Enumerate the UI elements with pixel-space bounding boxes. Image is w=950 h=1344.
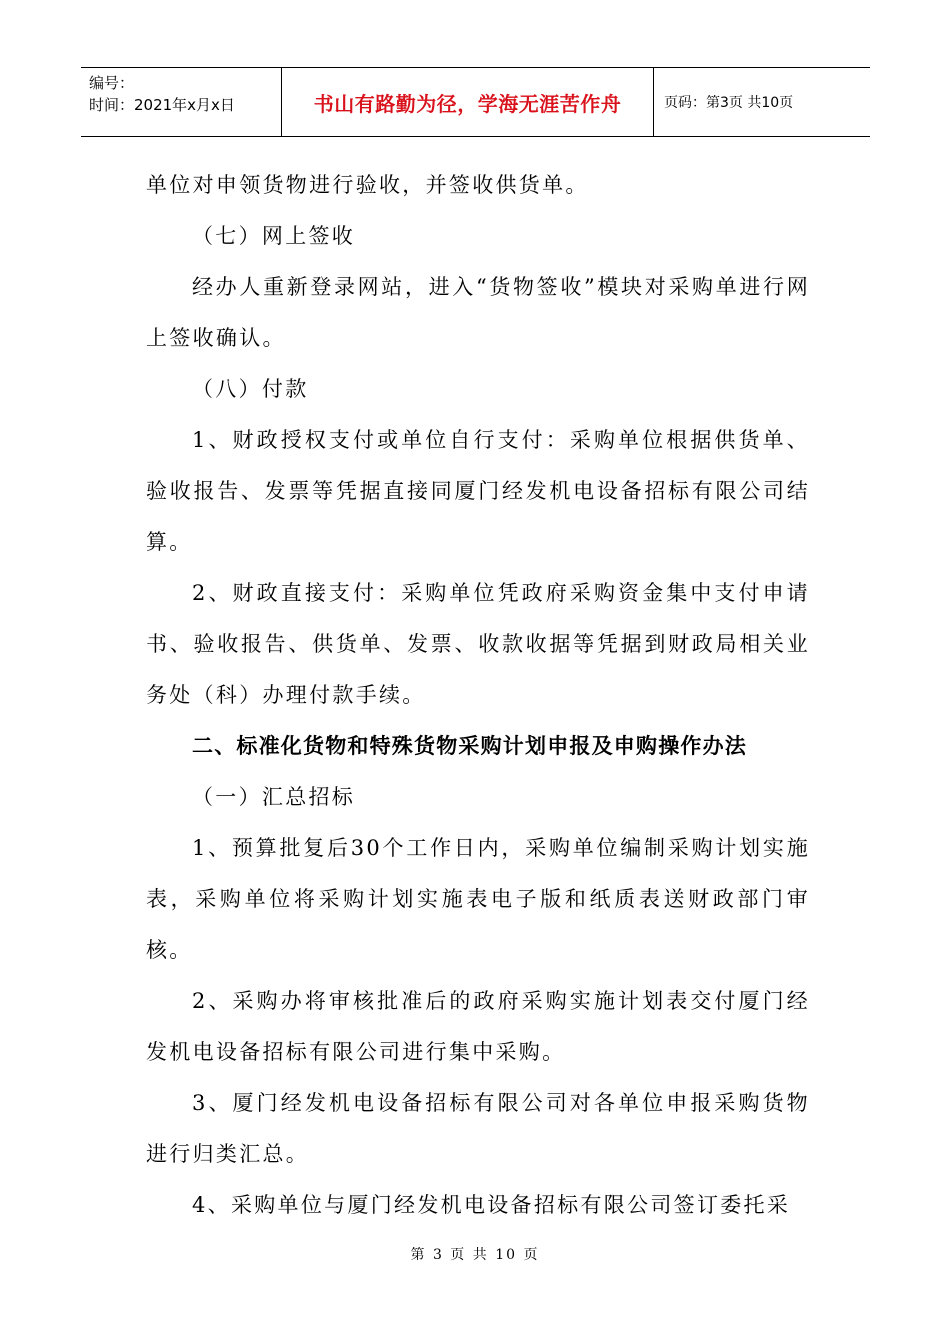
header-motto: 书山有路勤为径，学海无涯苦作舟 bbox=[313, 91, 622, 116]
paragraph: 1、预算批复后30个工作日内，采购单位编制采购计划实施表，采购单位将采购计划实施表电子版和纸质表送财政部门审核。 bbox=[146, 836, 810, 962]
page-header bbox=[81, 67, 870, 137]
paragraph: 4、采购单位与厦门经发机电设备招标有限公司签订委托采 bbox=[192, 1193, 791, 1217]
date-label: 时间：2021年x月x日 bbox=[89, 96, 235, 114]
serial-number-label: 编号： bbox=[89, 74, 135, 92]
document-body bbox=[146, 160, 810, 1231]
section-heading: （八）付款 bbox=[192, 377, 309, 401]
paragraph: 2、财政直接支付：采购单位凭政府采购资金集中支付申请书、验收报告、供货单、发票、收款收据等凭据到财政局相关业务处（科）办理付款手续。 bbox=[146, 581, 810, 707]
paragraph: 2、采购办将审核批准后的政府采购实施计划表交付厦门经发机电设备招标有限公司进行集中采购。 bbox=[146, 989, 810, 1064]
header-meta bbox=[81, 68, 282, 136]
section-heading: （七）网上签收 bbox=[192, 224, 356, 248]
paragraph: 单位对申领货物进行验收，并签收供货单。 bbox=[146, 173, 589, 197]
paragraph: 1、财政授权支付或单位自行支付：采购单位根据供货单、验收报告、发票等凭据直接同厦门经发机电设备招标有限公司结算。 bbox=[146, 428, 810, 554]
header-page-info: 页码：第3页 共10页 bbox=[664, 95, 794, 111]
paragraph: 经办人重新登录网站，进入“货物签收”模块对采购单进行网上签收确认。 bbox=[146, 275, 810, 350]
header-motto-cell bbox=[282, 68, 654, 136]
paragraph: 3、厦门经发机电设备招标有限公司对各单位申报采购货物进行归类汇总。 bbox=[146, 1091, 810, 1166]
chapter-heading: 二、标准化货物和特殊货物采购计划申报及申购操作办法 bbox=[192, 734, 747, 758]
section-heading: （一）汇总招标 bbox=[192, 785, 356, 809]
page-footer: 第 3 页 共 10 页 bbox=[410, 1247, 540, 1263]
